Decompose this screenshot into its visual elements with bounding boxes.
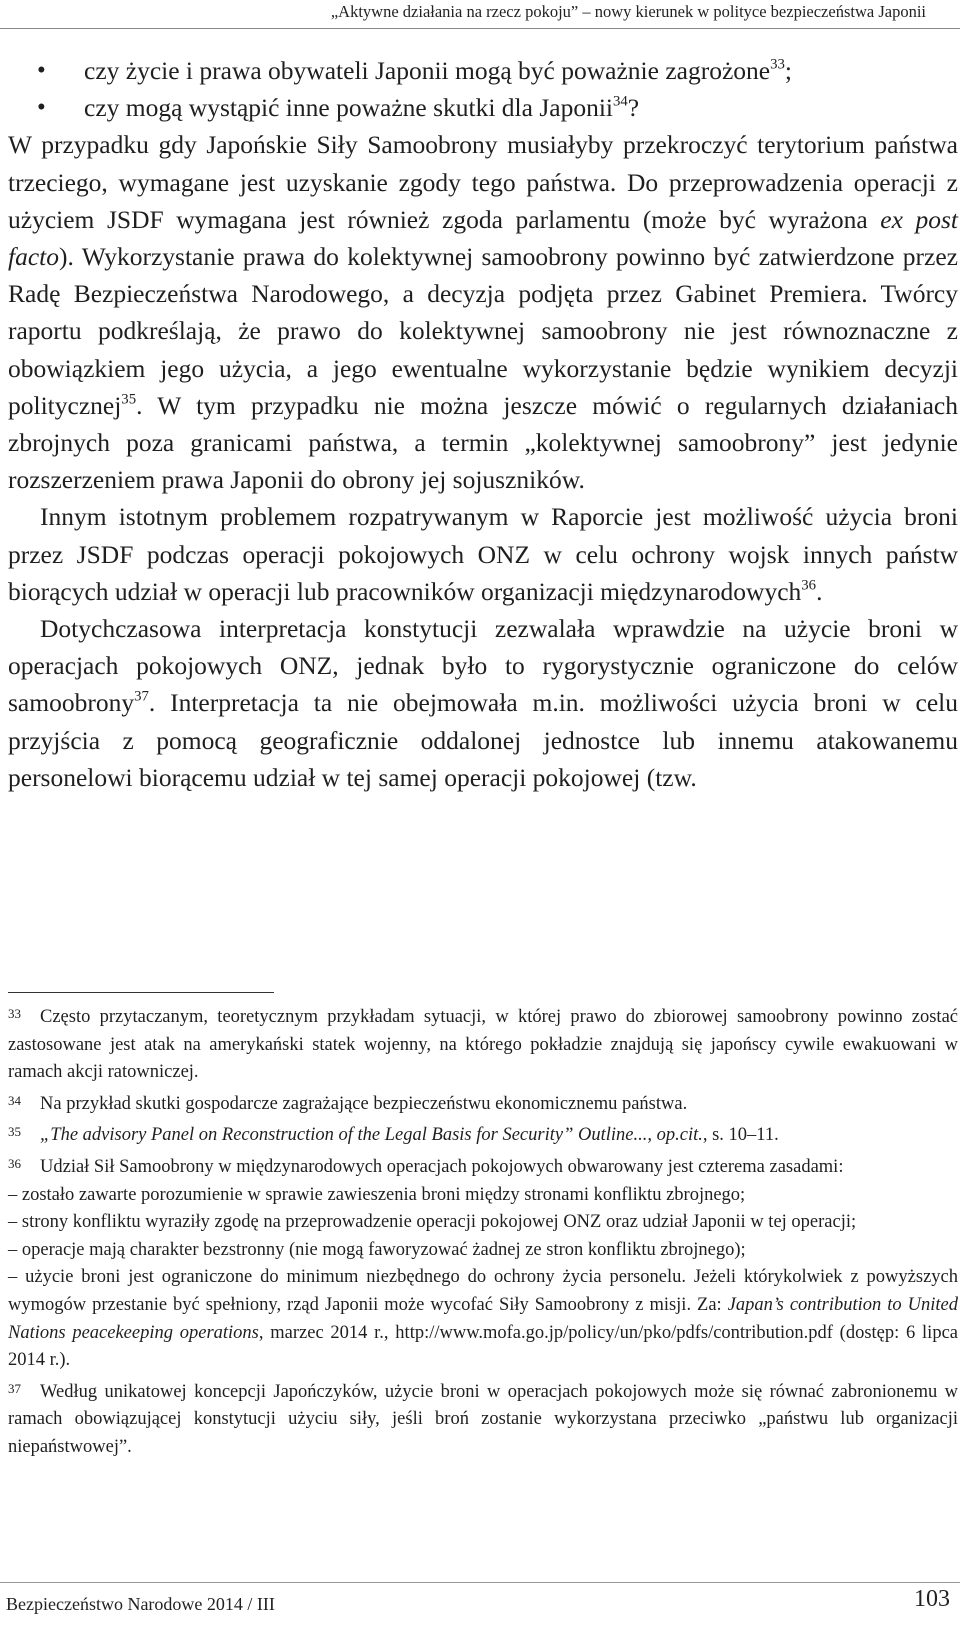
footer-divider xyxy=(0,1582,960,1583)
footnote-ref: 35 xyxy=(121,391,137,408)
paragraph-text: Innym istotnym problemem rozpatrywanym w Raporcie jest możliwość użycia broni przez JSDF podczas operacji pokojowych ONZ w celu ochrony wojsk innych państw biorących udział w operacji lub pracowników organizacji międzynarodowych xyxy=(8,502,958,606)
footnote-number: 35 xyxy=(8,1124,21,1140)
journal-name: Bezpieczeństwo Narodowe 2014 / III xyxy=(6,1594,275,1614)
footnote-36-item xyxy=(8,1264,958,1374)
footnote-ref: 34 xyxy=(613,93,628,110)
footnote-36-item: – strony konfliktu wyraziły zgodę na przeprowadzenie operacji pokojowej ONZ oraz udział Japonii w tej operacji; xyxy=(8,1212,857,1233)
bullet-item xyxy=(8,89,958,126)
running-head: „Aktywne działania na rzecz pokoju” – nowy kierunek w polityce bezpieczeństwa Japonii xyxy=(330,2,926,21)
footnote-number: 37 xyxy=(8,1380,21,1396)
main-text xyxy=(8,52,958,796)
footnote-36-item: – zostało zawarte porozumienie w sprawie zawieszenia broni między stronami konfliktu zbrojnego; xyxy=(8,1184,746,1205)
paragraph-2 xyxy=(8,498,958,610)
paragraph-text: . Interpretacja ta nie obejmowała m.in. możliwości użycia broni w celu przyjścia z pomocą geograficznie oddalonej jednostce lub innemu atakowanemu personelowi biorącemu udział w tej samej operacji pokojowej (tzw. xyxy=(8,688,958,792)
footnote-34 xyxy=(8,1087,958,1119)
bullet-text: czy życie i prawa obywateli Japonii mogą być poważnie zagrożone xyxy=(84,56,771,85)
footnote-text: Według unikatowej koncepcji Japończyków, użycie broni w operacjach pokojowych może się równać zabronionemu w ramach obowiązującej konstytucji użyciu siły, jeśli broń zostanie wykorzystana przeciwko „państwu lub organizacji niepaństwowej”. xyxy=(8,1381,958,1457)
footnote-italic: „The advisory Panel on Reconstruction of the Legal Basis for Security” Outline..., op.cit. xyxy=(40,1125,703,1146)
paragraph-text: Dotychczasowa interpretacja konstytucji zezwalała wprawdzie na użycie broni w operacjach pokojowych ONZ, jednak było to rygorystycznie ograniczone do celów samoobrony xyxy=(8,614,958,718)
footnote-number: 33 xyxy=(8,1006,21,1021)
footnote-35 xyxy=(8,1118,958,1150)
paragraph-text: . xyxy=(816,576,823,606)
footnote-33 xyxy=(8,1000,958,1087)
footnote-text: , marzec 2014 r., http://www.mofa.go.jp/policy/un/pko/pdfs/contribution.pdf (dostęp: 6 lipca 2014 r.). xyxy=(8,1322,958,1371)
footnote-36 xyxy=(8,1150,958,1182)
footnotes xyxy=(8,1000,958,1462)
footnote-ref: 33 xyxy=(770,56,785,73)
footnote-text: – użycie broni jest ograniczone do minimum niezbędnego do ochrony życia personelu. Jeżeli którykolwiek z powyższych wymogów przestanie być spełniony, rząd Japonii może wycofać Siły Samoobrony z misji. Za: xyxy=(8,1267,958,1315)
bullet-tail: ; xyxy=(784,56,792,85)
paragraph-3 xyxy=(8,610,958,796)
page-number: 103 xyxy=(914,1586,950,1612)
footnote-number: 34 xyxy=(8,1092,21,1108)
paragraph-text: W przypadku gdy Japońskie Siły Samoobrony musiałyby przekroczyć terytorium państwa trzeciego, wymagane jest uzyskanie zgody tego państwa. Do przeprowadzenia operacji z użyciem JSDF wymagana jest również zgoda parlamentu (może być wyrażona xyxy=(8,130,958,234)
bullet-list xyxy=(8,52,958,126)
footnote-text: Na przykład skutki gospodarcze zagrażające bezpieczeństwu ekonomicznemu państwa. xyxy=(40,1093,688,1114)
paragraph-1 xyxy=(8,126,958,498)
bullet-tail: ? xyxy=(627,93,640,123)
footnote-37 xyxy=(8,1375,958,1462)
bullet-item xyxy=(8,52,958,89)
footnote-text: , s. 10–11. xyxy=(702,1125,779,1146)
paragraph-text: . W tym przypadku nie można jeszcze mówić o regularnych działaniach zbrojnych poza granicami państwa, a termin „kolektywnej samoobrony” jest jedynie rozszerzeniem prawa Japonii do obrony jej sojuszników. xyxy=(8,390,958,495)
paragraph-text: ). Wykorzystanie prawa do kolektywnej samoobrony powinno być zatwierdzone przez Radę Bezpieczeństwa Narodowego, a decyzja podjęta przez Gabinet Premiera. Twórcy raportu podkreślają, że prawo do kolektywnej samoobrony nie jest równoznaczne z obowiązkiem jego użycia, a jego ewentualne wykorzystanie będzie wynikiem decyzji politycznej xyxy=(8,242,958,420)
bullet-text: czy mogą wystąpić inne poważne skutki dla Japonii xyxy=(84,93,613,123)
header-divider xyxy=(0,28,960,29)
footnote-italic: Japan’s contribution to United Nations peacekeeping operations xyxy=(8,1294,958,1343)
footnote-text: Udział Sił Samoobrony w międzynarodowych operacjach pokojowych obwarowany jest czterema zasadami: xyxy=(40,1156,844,1177)
footnote-text: Często przytaczanym, teoretycznym przykładam sytuacji, w której prawo do zbiorowej samoobrony powinno zostać zastosowane jest atak na amerykański statek wojenny, na którego pokładzie znajdują się japońscy cywile ewakuowani w ramach akcji ratowniczej. xyxy=(8,1007,958,1083)
italic-phrase: ex post facto xyxy=(8,204,958,272)
footnote-divider xyxy=(8,992,274,993)
footnote-ref: 37 xyxy=(134,688,149,705)
footnote-36-item: – operacje mają charakter bezstronny (nie mogą faworyzować żadnej ze stron konfliktu zbrojnego); xyxy=(8,1239,746,1260)
footnote-ref: 36 xyxy=(801,577,817,594)
footnote-number: 36 xyxy=(8,1155,21,1171)
